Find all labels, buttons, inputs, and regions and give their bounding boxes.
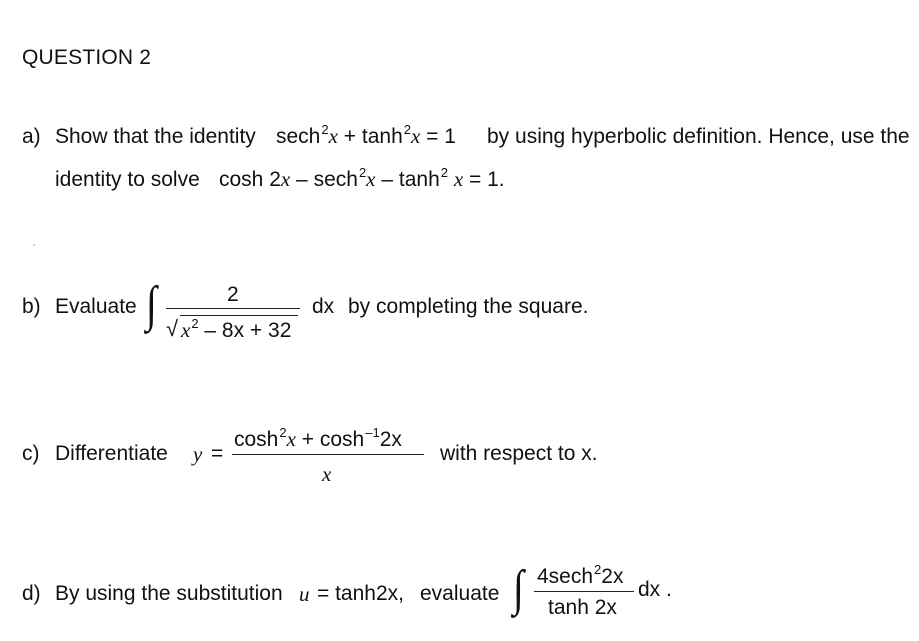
denom-sq: 2 xyxy=(191,316,199,331)
num-plus-cosh: + cosh xyxy=(301,428,365,451)
part-b-numerator: 2 xyxy=(227,283,239,306)
part-c-eq: = xyxy=(211,442,224,465)
num-sq: 2 xyxy=(279,425,287,440)
part-a-equation xyxy=(219,165,505,191)
part-d-prefix: By using the substitution xyxy=(55,582,283,605)
part-a-line1-prefix: Show that the identity xyxy=(55,125,256,148)
denom-rest: – 8x + 32 xyxy=(204,319,292,342)
num-inv: –1 xyxy=(365,425,380,440)
part-d-sub-rest: = tanh2x, xyxy=(317,582,404,605)
part-c-denominator: x xyxy=(322,462,332,486)
eq-x1: x xyxy=(280,167,291,191)
eq-minus2: – xyxy=(381,168,394,191)
eq-x2: x xyxy=(366,167,376,191)
part-b-word: Evaluate xyxy=(55,295,137,318)
eq-sech: sech xyxy=(313,168,358,191)
identity-tanh: tanh xyxy=(361,125,403,148)
part-d-fraction-bar xyxy=(534,591,634,592)
part-d-dx: dx . xyxy=(638,578,672,601)
part-a-line2-prefix: identity to solve xyxy=(55,168,200,191)
identity-sech: sech xyxy=(276,125,321,148)
num-x: x xyxy=(286,427,296,451)
eq-x3: x xyxy=(453,167,464,191)
eq-minus1: – xyxy=(296,168,308,191)
identity-x1: x xyxy=(328,124,338,148)
part-b-label: b) xyxy=(22,295,41,318)
part-a-line1-suffix: by using hyperbolic definition. Hence, use the xyxy=(487,125,910,148)
eq-cosh: cosh 2 xyxy=(219,168,281,191)
part-d-denominator: tanh 2x xyxy=(548,596,617,619)
part-b-denominator xyxy=(181,316,292,342)
part-c-label: c) xyxy=(22,442,40,465)
part-d-u: u xyxy=(299,582,310,606)
part-d-word: evaluate xyxy=(420,582,500,605)
part-c-word: Differentiate xyxy=(55,442,168,465)
identity-x2: x xyxy=(410,124,421,148)
d-num-post: 2x xyxy=(601,565,624,588)
part-d-numerator xyxy=(537,562,624,588)
part-b-suffix: by completing the square. xyxy=(348,295,589,318)
d-num-pre: 4sech xyxy=(537,565,594,588)
denom-x: x xyxy=(181,318,191,342)
d-num-sq: 2 xyxy=(594,562,602,577)
num-cosh: cosh xyxy=(234,428,279,451)
eq-end: = 1. xyxy=(469,168,505,191)
part-d-label: d) xyxy=(22,582,41,605)
eq-sq1: 2 xyxy=(358,165,367,180)
part-b-sqrt-sign: √ xyxy=(166,316,179,341)
part-c-y: y xyxy=(193,442,203,466)
part-c-numerator xyxy=(234,425,402,451)
part-d-integral-sign: ∫ xyxy=(513,559,524,616)
identity-sq1: 2 xyxy=(321,122,329,137)
eq-sq2: 2 xyxy=(440,165,448,180)
identity-plus: + xyxy=(343,125,357,148)
part-c-fraction-bar xyxy=(232,454,424,455)
eq-tanh: tanh xyxy=(398,168,440,191)
identity-eq: = 1 xyxy=(426,125,456,148)
part-a-identity xyxy=(276,122,456,148)
identity-sq2: 2 xyxy=(403,122,411,137)
part-a-label: a) xyxy=(22,125,41,148)
scan-speck xyxy=(33,244,35,246)
part-c-suffix: with respect to x. xyxy=(440,442,598,465)
part-b-integral-sign: ∫ xyxy=(146,275,157,332)
part-b-dx: dx xyxy=(312,295,335,318)
question-title: QUESTION 2 xyxy=(22,46,152,69)
num-2x: 2x xyxy=(379,428,402,451)
part-b-fraction-bar xyxy=(166,308,300,309)
